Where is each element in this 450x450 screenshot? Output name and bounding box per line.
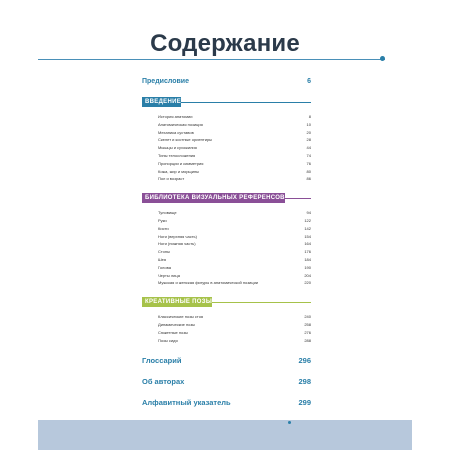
toc-label: Кожа, жир и морщины	[158, 168, 200, 174]
toc-label: Стопы	[158, 249, 170, 255]
section-title: БИБЛИОТЕКА ВИЗУАЛЬНЫХ РЕФЕРЕНСОВ	[145, 195, 285, 202]
toc-page: 122	[304, 217, 311, 223]
toc-page: 276	[304, 329, 311, 335]
toc-entry[interactable]	[158, 225, 311, 233]
toc-page: 94	[306, 210, 311, 216]
toc-entry[interactable]	[158, 144, 311, 152]
toc-entry[interactable]	[158, 209, 311, 217]
toc-label: Типы телосложения	[158, 152, 196, 158]
toc-label: Позы сидя	[158, 337, 178, 343]
toc-page: 164	[304, 241, 311, 247]
toc-entry-about-authors[interactable]	[142, 377, 311, 386]
toc-page: 299	[298, 398, 311, 408]
toc-label: Черты лица	[158, 272, 180, 278]
toc-label: Голова	[158, 264, 171, 270]
toc-label: Руки	[158, 217, 167, 223]
toc-entry[interactable]	[158, 175, 311, 183]
toc-page: 6	[307, 78, 311, 85]
toc-entry[interactable]	[158, 279, 311, 287]
toc-label: Динамические позы	[158, 321, 196, 327]
toc-label: Ноги (нижняя часть)	[158, 241, 196, 247]
toc-label: Мышцы и сухожилия	[158, 145, 197, 151]
toc-page: 76	[306, 160, 311, 166]
toc-label: История анатомии	[158, 114, 193, 119]
toc-entry[interactable]	[158, 152, 311, 160]
toc-page: 296	[298, 356, 311, 366]
toc-entry[interactable]	[158, 240, 311, 248]
toc-label: Предисловие	[142, 78, 189, 85]
toc-entry[interactable]	[158, 256, 311, 264]
toc-entry[interactable]	[158, 264, 311, 272]
toc-page: 258	[304, 321, 311, 327]
section-entries	[158, 209, 311, 287]
toc-page: 20	[306, 129, 311, 135]
toc-label: Пол и возраст	[158, 176, 185, 182]
toc-page: 220	[304, 280, 311, 286]
section-title: ВВЕДЕНИЕ	[145, 99, 181, 105]
toc-section-visual-reference-library	[142, 193, 311, 287]
toc-entry[interactable]	[158, 321, 311, 329]
toc-label: Мужская и женская фигуры в анатомической позиции	[158, 280, 259, 286]
toc-page: 142	[304, 225, 311, 231]
toc-page: 10	[306, 121, 311, 127]
toc-label: Пропорции и симметрия	[158, 160, 204, 166]
section-entries	[158, 313, 311, 344]
underline-dot	[380, 56, 385, 61]
title-underline	[38, 59, 385, 60]
page-title: Содержание	[150, 30, 300, 57]
toc-label: Об авторах	[142, 377, 185, 387]
toc-entry[interactable]	[158, 121, 311, 129]
toc-label: Глоссарий	[142, 356, 182, 366]
toc-label: Анатомическая позиция	[158, 121, 203, 127]
section-rule	[181, 102, 311, 103]
section-rule	[285, 198, 311, 199]
toc-label: Ноги (верхняя часть)	[158, 233, 197, 239]
section-header[interactable]	[142, 193, 285, 203]
toc-entry[interactable]	[158, 113, 311, 121]
toc-entry[interactable]	[158, 272, 311, 280]
section-entries	[158, 113, 311, 183]
toc-entry[interactable]	[158, 233, 311, 241]
toc-page: 86	[306, 176, 311, 182]
toc-entry[interactable]	[158, 136, 311, 144]
toc-entry-preface[interactable]	[142, 78, 311, 85]
toc-page: 190	[304, 264, 311, 270]
toc-page: 74	[306, 152, 311, 158]
toc-section-introduction	[142, 97, 311, 183]
section-header[interactable]	[142, 97, 181, 107]
section-header[interactable]	[142, 297, 212, 307]
toc-label: Классические позы стоя	[158, 314, 204, 320]
toc-entry[interactable]	[158, 337, 311, 345]
toc-label: Туловище	[158, 210, 177, 216]
toc-label: Сюжетные позы	[158, 329, 188, 335]
footer-band	[38, 420, 412, 450]
toc-page: 28	[306, 137, 311, 143]
toc-label: Механика суставов	[158, 129, 194, 135]
toc-entry[interactable]	[158, 217, 311, 225]
table-of-contents	[142, 78, 311, 407]
toc-entry[interactable]	[158, 160, 311, 168]
footer-dot	[288, 421, 291, 424]
toc-label: Кисти	[158, 225, 169, 231]
toc-entry-glossary[interactable]	[142, 356, 311, 365]
section-rule	[212, 302, 311, 303]
toc-page: 80	[306, 168, 311, 174]
toc-section-creative-poses	[142, 297, 311, 344]
toc-label: Шея	[158, 256, 167, 262]
toc-page: 8	[308, 114, 311, 119]
toc-page: 204	[304, 272, 311, 278]
toc-page: 240	[304, 314, 311, 320]
section-title: КРЕАТИВНЫЕ ПОЗЫ	[145, 299, 212, 306]
toc-entry-index[interactable]	[142, 398, 311, 407]
toc-entry[interactable]	[158, 168, 311, 176]
toc-page: 44	[306, 145, 311, 151]
toc-page: 176	[304, 249, 311, 255]
toc-label: Скелет и костные ориентиры	[158, 137, 213, 143]
toc-entry[interactable]	[158, 248, 311, 256]
toc-entry[interactable]	[158, 329, 311, 337]
toc-page: 298	[298, 377, 311, 387]
toc-entry[interactable]	[158, 129, 311, 137]
toc-page: 154	[304, 233, 311, 239]
toc-label: Алфавитный указатель	[142, 398, 231, 408]
toc-page: 288	[304, 337, 311, 343]
toc-entry[interactable]	[158, 313, 311, 321]
toc-page: 184	[304, 256, 311, 262]
